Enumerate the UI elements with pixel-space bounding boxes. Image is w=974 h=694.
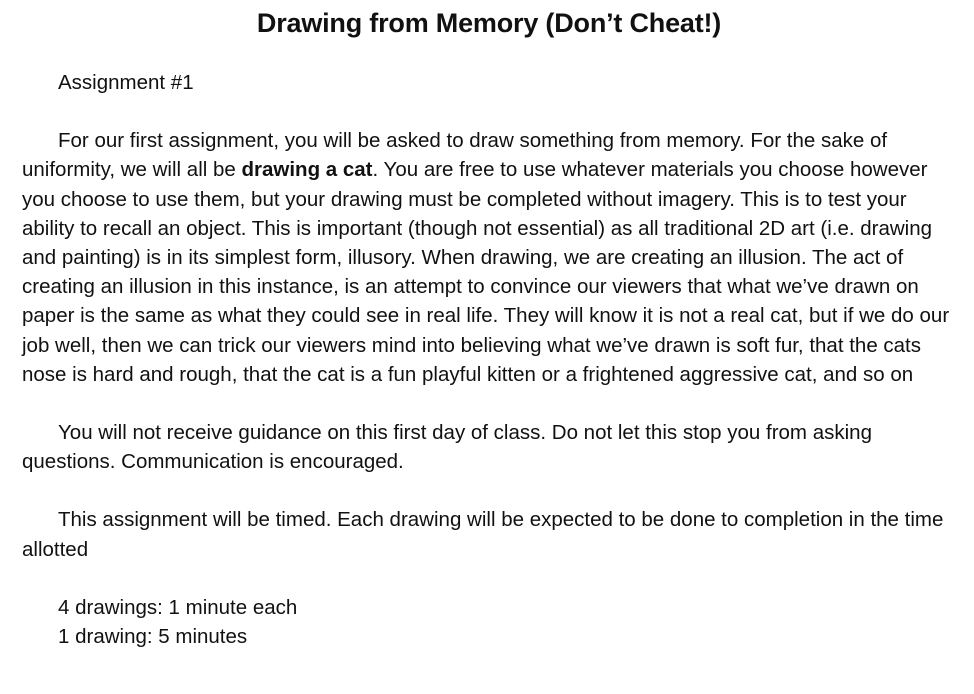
paragraph-guidance: You will not receive guidance on this first day of class. Do not let this stop you from asking questions. Communication is encouraged. (22, 421, 872, 474)
schedule-item: 1 drawing: 5 minutes (58, 625, 248, 649)
spacer (22, 476, 956, 505)
paragraph-intro-text-1: For our first assignment, you will be asked to draw something from memory. For the sake of uniformity, we will all be (22, 129, 888, 182)
schedule-item: 4 drawings: 1 minute each (58, 595, 298, 619)
drawing-schedule (22, 593, 956, 651)
paragraph-intro (22, 126, 956, 389)
spacer (22, 97, 956, 126)
spacer (22, 39, 956, 68)
spacer (22, 564, 956, 593)
spacer (22, 389, 956, 418)
document-title: Drawing from Memory (Don’t Cheat!) (256, 8, 722, 38)
paragraph-intro-bold: drawing a cat (241, 158, 373, 182)
paragraph-timing: This assignment will be timed. Each drawing will be expected to be done to completion in the time allotted (22, 508, 944, 561)
paragraph-intro-text-2: . You are free to use whatever materials you choose however you choose to use them, but your drawing must be completed without imagery. This is to test your ability to recall an object. This is important (though not essential) as all traditional 2D art (i.e. drawing and painting) is in its simplest form, illusory. When drawing, we are creating an illusion. The act of creating an illusion in this instance, is an attempt to convince our viewers that what we’ve drawn on paper is the same as what they could see in real life. They will know it is not a real cat, but if we do our job well, then we can trick our viewers mind into believing what we’ve drawn is soft fur, that the cats nose is hard and rough, that the cat is a fun playful kitten or a frightened aggressive cat, and so on (22, 158, 950, 386)
assignment-number: Assignment #1 (58, 71, 194, 94)
